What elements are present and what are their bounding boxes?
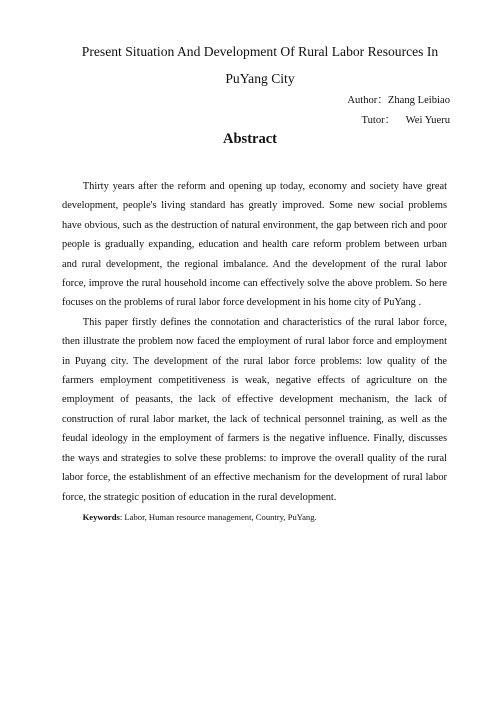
abstract-heading: Abstract bbox=[223, 131, 277, 147]
keywords-text: Labor, Human resource management, Country, PuYang. bbox=[122, 511, 317, 522]
tutor-line: Tutor： Wei Yueru bbox=[361, 115, 450, 126]
author-line: Author：Zhang Leibiao bbox=[347, 95, 450, 106]
abstract-paragraph-2: This paper firstly defines the connotation and characteristics of the rural labor force, then illustrate the problem now faced the employment of rural labor force and employment in Puyang city. The development of the rural labor force problems: low quality of the farmers employment competitiveness is weak, negative effects of agriculture on the employment of peasants, the lack of effective development mechanism, the lack of construction of rural labor market, the lack of technical personnel training, as well as the feudal ideology in the employment of farmers is the negative influence. Finally, discusses the ways and strategies to solve these problems: to improve the overall quality of the rural labor force, the establishment of an effective mechanism for the development of rural labor force, the strategic position of education in the rural development. bbox=[62, 316, 447, 503]
keywords-line bbox=[62, 509, 447, 525]
paper-title: Present Situation And Development Of Rural Labor Resources In PuYang City bbox=[81, 44, 439, 86]
keywords-separator: : bbox=[119, 511, 123, 522]
abstract-paragraph-1: Thirty years after the reform and opening up today, economy and society have great development, people's living standard has greatly improved. Some new social problems have obvious, such as the destruction of natural environment, the gap between rich and poor people is gradually expanding, education and health care reform problem between urban and rural development, the regional imbalance. And the development of the rural labor force, improve the rural household income can effectively solve the above problem. So here focuses on the problems of rural labor force development in his home city of PuYang . bbox=[62, 181, 447, 309]
keywords-label: Keywords bbox=[82, 511, 120, 522]
abstract-body bbox=[62, 177, 447, 525]
